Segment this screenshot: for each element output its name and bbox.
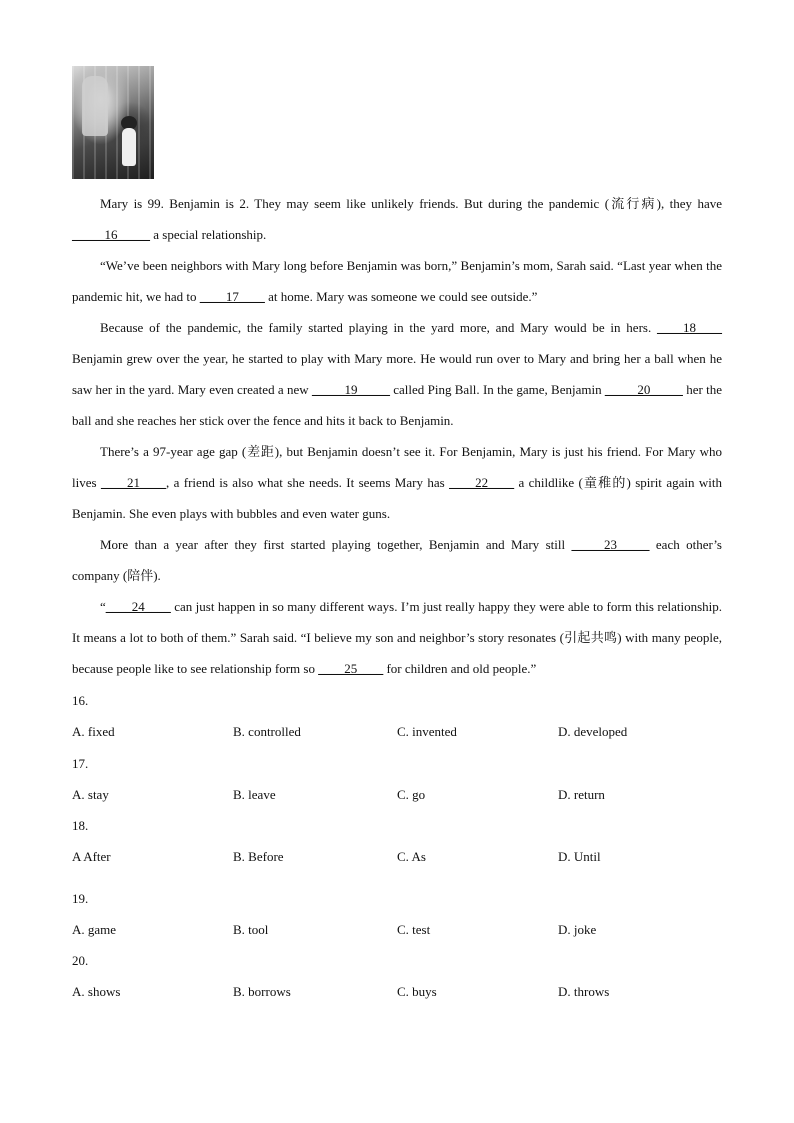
option-c[interactable]: C. test (397, 922, 431, 937)
photo-elderly-woman (82, 76, 108, 136)
question-17 (72, 748, 722, 810)
paragraph-3: Because of the pandemic, the family started playing in the yard more, and Mary would be in hers. ____18____ Benjamin grew over the year, he started to play with Mary more. He would run over to Mary and bring her a ball when he saw her in the yard. Mary even created a new _____19_____ called Ping Ball. In the game, Benjamin _____20_____ her the ball and she reaches her stick over the fence and hits it back to Benjamin. (72, 320, 722, 428)
question-19 (72, 883, 722, 945)
option-a[interactable]: A After (72, 849, 111, 864)
photo-child (122, 128, 136, 166)
option-b[interactable]: B. leave (233, 787, 276, 802)
options-row (72, 779, 722, 810)
option-c[interactable]: C. buys (397, 984, 437, 999)
blank-17: ____17____ (199, 289, 265, 304)
blank-21: ____21____ (100, 475, 166, 490)
options-row (72, 841, 722, 872)
blank-18: ____18____ (657, 320, 722, 335)
paragraph-5: More than a year after they first started playing together, Benjamin and Mary still _____23_____ each other’s company (陪伴). (72, 537, 722, 583)
blank-25: ____25____ (318, 661, 384, 676)
question-18 (72, 810, 722, 872)
blank-22: ____22____ (449, 475, 515, 490)
blank-24: ____24____ (105, 599, 171, 614)
cloze-passage (72, 188, 722, 684)
question-number: 16. (72, 693, 89, 708)
option-b[interactable]: B. controlled (233, 724, 301, 739)
option-a[interactable]: A. stay (72, 787, 109, 802)
paragraph-6: “____24____ can just happen in so many different ways. I’m just really happy they were able to form this relationship. It means a lot to both of them.” Sarah said. “I believe my son and neighbor’s story resonates (引起共鸣) with many people, because people like to see relationship form so ____25____ for children and old people.” (72, 599, 722, 676)
options-row (72, 914, 722, 945)
blank-23: _____23_____ (571, 537, 650, 552)
option-d[interactable]: D. return (558, 787, 605, 802)
question-16 (72, 685, 722, 747)
paragraph-4: There’s a 97-year age gap (差距), but Benjamin doesn’t see it. For Benjamin, Mary is just his friend. For Mary who lives ____21____, a friend is also what she needs. It seems Mary has ____22____ a childlike (童稚的) spirit again with Benjamin. She even plays with bubbles and even water guns. (72, 444, 722, 521)
option-c[interactable]: C. As (397, 849, 426, 864)
option-d[interactable]: D. throws (558, 984, 610, 999)
paragraph-1: Mary is 99. Benjamin is 2. They may seem like unlikely friends. But during the pandemic (流行病), they have _____16_____ a special relationship. (72, 196, 722, 242)
option-b[interactable]: B. tool (233, 922, 269, 937)
paragraph-2: “We’ve been neighbors with Mary long before Benjamin was born,” Benjamin’s mom, Sarah said. “Last year when the pandemic hit, we had to ____17____ at home. Mary was someone we could see outside.” (72, 258, 722, 304)
option-d[interactable]: D. developed (558, 724, 628, 739)
question-20 (72, 945, 722, 1007)
option-a[interactable]: A. fixed (72, 724, 115, 739)
option-d[interactable]: D. Until (558, 849, 601, 864)
blank-20: _____20_____ (604, 382, 683, 397)
option-d[interactable]: D. joke (558, 922, 597, 937)
option-c[interactable]: C. invented (397, 724, 457, 739)
options-row (72, 716, 722, 747)
option-b[interactable]: B. borrows (233, 984, 291, 999)
option-b[interactable]: B. Before (233, 849, 284, 864)
blank-19: _____19_____ (311, 382, 390, 397)
blank-16: _____16_____ (72, 227, 150, 242)
question-number: 17. (72, 756, 89, 771)
question-number: 19. (72, 891, 89, 906)
options-row (72, 976, 722, 1007)
option-a[interactable]: A. game (72, 922, 117, 937)
option-c[interactable]: C. go (397, 787, 426, 802)
article-photo (72, 66, 154, 179)
question-number: 20. (72, 953, 89, 968)
option-a[interactable]: A. shows (72, 984, 121, 999)
question-number: 18. (72, 818, 89, 833)
